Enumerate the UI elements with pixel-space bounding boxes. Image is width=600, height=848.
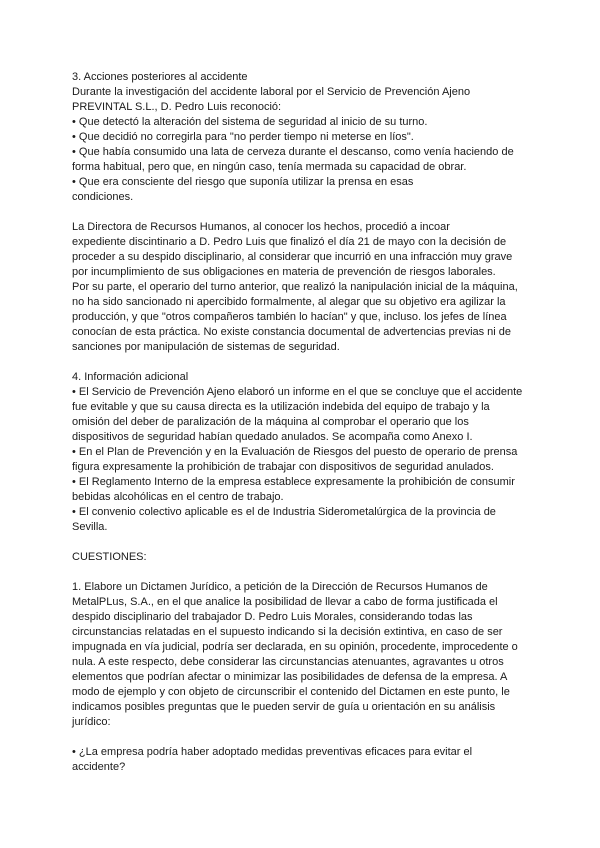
paragraph1-line: proceder a su despido disciplinario, al considerar que incurrió en una infracción muy grave xyxy=(72,251,513,263)
section4-heading: 4. Información adicional xyxy=(72,371,189,383)
section4-bullet-line: figura expresamente la prohibición de trabajar con dispositivos de seguridad anulados. xyxy=(72,461,494,473)
question1-line: circunstancias relatadas en el supuesto indicando si la decisión extintiva, en caso de ser xyxy=(72,626,503,638)
paragraph1-line: producción, y que "otros compañeros también lo hacían" y que, incluso. los jefes de línea xyxy=(72,311,507,323)
section4-bullet-line: • En el Plan de Prevención y en la Evaluación de Riesgos del puesto de operario de prensa xyxy=(72,446,518,458)
section4-bullet-line: fue evitable y que su causa directa es la utilización indebida del equipo de trabajo y la xyxy=(72,401,490,413)
paragraph1-line: expediente discintinario a D. Pedro Luis que finalizó el día 21 de mayo con la decisión de xyxy=(72,236,507,248)
question1-line: despido disciplinario del trabajador D. Pedro Luis Morales, considerando todas las xyxy=(72,611,473,623)
paragraph1-line: no ha sido sancionado ni apercibido formalmente, al alegar que su objetivo era agilizar la xyxy=(72,296,506,308)
section4-bullet-line: • El Servicio de Prevención Ajeno elaboró un informe en el que se concluye que el accidente xyxy=(72,386,523,398)
section3-bullet-line: forma habitual, pero que, en ningún caso, tenía mermada su capacidad de obrar. xyxy=(72,161,467,173)
question1-line: MetalPLus, S.A., en el que analice la posibilidad de llevar a cabo de forma justificada el xyxy=(72,596,498,608)
section4-bullet-line: bebidas alcohólicas en el centro de trabajo. xyxy=(72,491,284,503)
question1-line: elementos que podrían afectar o minimizar las posibilidades de defensa de la empresa. A xyxy=(72,671,508,683)
paragraph-gap xyxy=(72,205,534,220)
question1-line: indicamos posibles preguntas que le pueden servir de guía u orientación en su análisis xyxy=(72,701,496,713)
question1-line: impugnada en vía judicial, podría ser declarada, en su opinión, procedente, improcedente o xyxy=(72,641,518,653)
paragraph-gap xyxy=(72,565,534,580)
paragraph1-line: Por su parte, el operario del turno anterior, que realizó la nanipulación inicial de la máquina, xyxy=(72,281,518,293)
paragraph-gap xyxy=(72,355,534,370)
section3-intro-line: PREVINTAL S.L., D. Pedro Luis reconoció: xyxy=(72,101,282,113)
section4-bullet-line: Sevilla. xyxy=(72,521,108,533)
section3-bullet-line: condiciones. xyxy=(72,191,134,203)
section3-bullet-line: • Que detectó la alteración del sistema de seguridad al inicio de su turno. xyxy=(72,116,428,128)
section3-intro-line: Durante la investigación del accidente laboral por el Servicio de Prevención Ajeno xyxy=(72,86,471,98)
paragraph1-line: sanciones por manipulación de sistemas de seguridad. xyxy=(72,341,340,353)
guide-bullet-line: • ¿La empresa podría haber adoptado medidas preventivas eficaces para evitar el xyxy=(72,746,473,758)
question1-line: nula. A este respecto, debe considerar las circunstancias atenuantes, agravantes u otros xyxy=(72,656,504,668)
section4-bullet-line: • El Reglamento Interno de la empresa establece expresamente la prohibición de consumir xyxy=(72,476,515,488)
section3-bullet-line: • Que había consumido una lata de cerveza durante el descanso, como venía haciendo de xyxy=(72,146,514,158)
paragraph1-line: La Directora de Recursos Humanos, al conocer los hechos, procedió a incoar xyxy=(72,221,450,233)
section4-bullet-line: • El convenio colectivo aplicable es el de Industria Siderometalúrgica de la provincia de xyxy=(72,506,496,518)
paragraph-gap xyxy=(72,730,534,745)
question1-line: 1. Elabore un Dictamen Jurídico, a petición de la Dirección de Recursos Humanos de xyxy=(72,581,488,593)
section3-heading: 3. Acciones posteriores al accidente xyxy=(72,71,248,83)
section3-bullet-line: • Que decidió no corregirla para "no perder tiempo ni meterse en líos". xyxy=(72,131,414,143)
section3-bullet-line: • Que era consciente del riesgo que suponía utilizar la prensa en esas xyxy=(72,176,414,188)
section4-bullet-line: dispositivos de seguridad habían quedado anulados. Se acompaña como Anexo I. xyxy=(72,431,473,443)
paragraph-gap xyxy=(72,535,534,550)
guide-bullet-line: accidente? xyxy=(72,761,126,773)
section4-bullet-line: omisión del deber de paralización de la máquina al comprobar el operario que los xyxy=(72,416,469,428)
paragraph1-line: conocían de esta práctica. No existe constancia documental de advertencias previas ni de xyxy=(72,326,512,338)
questions-heading: CUESTIONES: xyxy=(72,551,147,563)
paragraph1-line: por incumplimiento de sus obligaciones en materia de prevención de riesgos laborales. xyxy=(72,266,496,278)
question1-line: modo de ejemplo y con objeto de circunscribir el contenido del Dictamen en este punto, le xyxy=(72,686,510,698)
question1-line: jurídico: xyxy=(72,716,111,728)
document-page xyxy=(72,70,534,775)
